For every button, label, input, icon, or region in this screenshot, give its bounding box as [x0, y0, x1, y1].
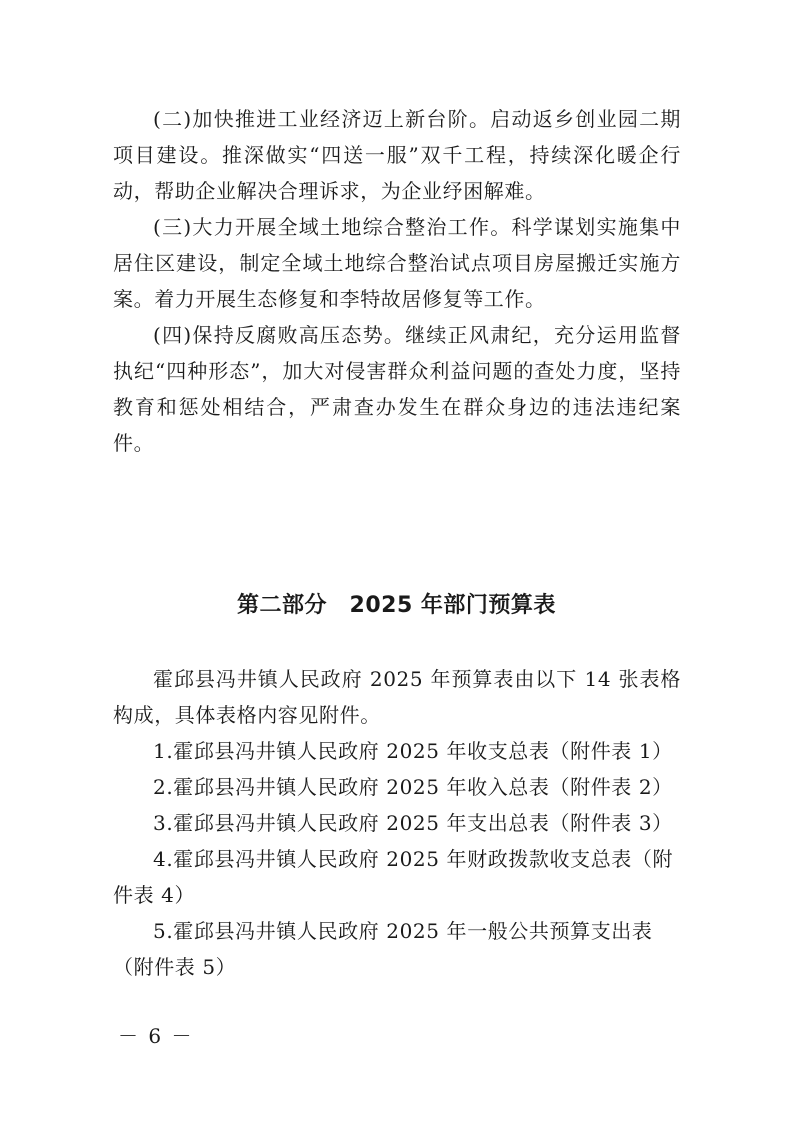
- paragraph-anti-corruption: (四)保持反腐败高压态势。继续正风肃纪，充分运用监督执纪“四种形态”，加大对侵害群众利益问题的查处力度，坚持教育和惩处相结合，严肃查办发生在群众身边的违法违纪案件。: [113, 323, 681, 455]
- page-number: － 6 －: [118, 1024, 194, 1048]
- list-item: 3.霍邱县冯井镇人民政府 2025 年支出总表（附件表 3）: [153, 811, 673, 835]
- work-plan-section: [113, 101, 681, 461]
- budget-tables-section: [113, 661, 681, 985]
- list-item: 1.霍邱县冯井镇人民政府 2025 年收支总表（附件表 1）: [153, 739, 673, 763]
- list-item: 2.霍邱县冯井镇人民政府 2025 年收入总表（附件表 2）: [153, 775, 673, 799]
- list-item: 4.霍邱县冯井镇人民政府 2025 年财政拨款收支总表（附件表 4）: [113, 847, 674, 907]
- paragraph-land-consolidation: (三)大力开展全域土地综合整治工作。科学谋划实施集中居住区建设，制定全域土地综合整治试点项目房屋搬迁实施方案。着力开展生态修复和李特故居修复等工作。: [113, 215, 681, 311]
- paragraph-industrial-economy: (二)加快推进工业经济迈上新台阶。启动返乡创业园二期项目建设。推深做实“四送一服”双千工程，持续深化暖企行动，帮助企业解决合理诉求，为企业纾困解难。: [113, 107, 681, 203]
- list-item: 5.霍邱县冯井镇人民政府 2025 年一般公共预算支出表（附件表 5）: [113, 919, 653, 979]
- section-title: 第二部分 2025 年部门预算表: [237, 593, 556, 618]
- budget-intro-paragraph: 霍邱县冯井镇人民政府 2025 年预算表由以下 14 张表格构成，具体表格内容见附件。: [113, 667, 681, 727]
